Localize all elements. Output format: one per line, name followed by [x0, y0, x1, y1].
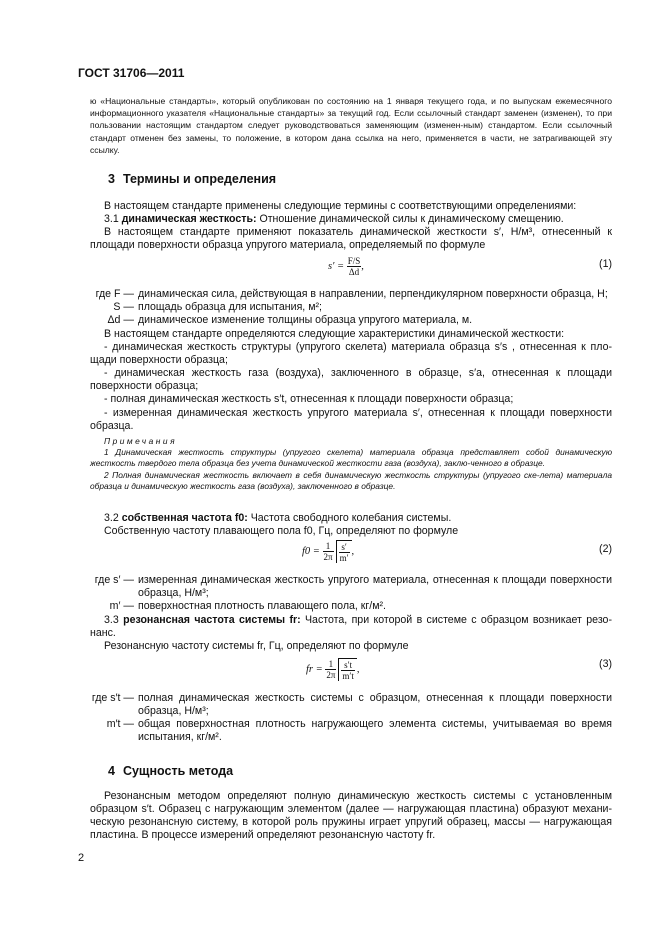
term-3-3-definition: Частота, при которой в системе с образцом возникает резо-нанс.: [90, 614, 612, 640]
formula-1-tail: ,: [361, 260, 364, 272]
dynamic-stiffness-paragraph: В настоящем стандарте применяют показатель динамической жесткости s′, Н/м³, отнесенный к площади поверхности образца упругого материала, определяемый по формуле: [90, 226, 612, 252]
definition-row: Δd — динамическое изменение толщины образца упругого материала, м.: [107, 314, 473, 327]
term-3-2-definition: Частота свободного колебания системы.: [250, 512, 452, 524]
note-item: 2 Полная динамическая жесткость включает в себя динамическую жесткость структуры (упругого ске-лета) материала образца и динамическую жесткость газа (воздуха), заключенного в образце.: [90, 469, 612, 491]
formula-1-fraction: [347, 256, 362, 277]
formula-1: [328, 256, 364, 277]
term-3-3-block: [90, 614, 612, 653]
method-essence-paragraph: Резонансным методом определяют полную динамическую жесткость системы с установленным образцом s′t. Образец с нагружающим элементом (далее — нагружающая пластина) образуют механи-ческую резонансную систему, в которой роль пружины играет упругий образец, массы — нагружающая пластина. В процессе измерений определяют резонансную частоту fr.: [90, 790, 612, 842]
formula-3-number: (3): [599, 658, 612, 670]
formula-1-lhs: s′ =: [328, 260, 345, 272]
section-3-intro: В настоящем стандарте применены следующие термины с соответствующими определениями:: [104, 200, 577, 212]
notes-title: Примечания: [104, 436, 178, 446]
characteristics-block: [90, 328, 612, 433]
formula-3-lhs: fr =: [306, 663, 323, 675]
section-3-body-top: [90, 200, 612, 252]
term-3-3-number: 3.3: [104, 614, 119, 626]
definition-row: m′t — общая поверхностная плотность нагружающего элемента системы, учитываемая во время испытания, кг/м².: [106, 718, 612, 744]
formula-3-fraction: $\frac{1}{2\pi}$: [326, 659, 336, 680]
formula-1-number: (1): [599, 258, 612, 270]
term-3-1-name: динамическая жесткость:: [121, 213, 257, 226]
section-4-number: 4: [108, 764, 115, 778]
natural-frequency-paragraph: Собственную частоту плавающего пола f0, Гц, определяют по формуле: [104, 525, 459, 538]
intro-paragraph: [90, 95, 612, 156]
section-3-heading: [108, 172, 284, 186]
note-item: 1 Динамическая жесткость структуры (упругого скелета) материала образца представляет собой динамическую жесткость твердого тела образца без учета динамической жесткости газа (воздуха), заклю-ченного в образце.: [90, 447, 612, 469]
bullet-item: - динамическая жесткость газа (воздуха), заключенного в образце, s′a, отнесенная к площади поверхности образца;: [90, 367, 612, 393]
formula-1-numerator: F/S: [347, 256, 361, 266]
formula-3: fr = $\frac{1}{2\pi}$ $\frac{s't}{m't}$ ,: [306, 659, 360, 681]
formula-2-number: (2): [599, 543, 612, 555]
term-3-2-block: [90, 512, 612, 538]
formula-1-denominator: Δd: [348, 267, 360, 277]
term-3-1-definition: Отношение динамической силы к динамическому смещению.: [259, 213, 564, 226]
definition-row: S — площадь образца для испытания, м²;: [113, 301, 322, 314]
formula-3-root: $\frac{s't}{m't}$: [338, 658, 356, 681]
section-3-number: 3: [108, 172, 115, 186]
definition-row: где s′ — измеренная динамическая жесткость упругого материала, отнесенная к площади поверхности образца, Н/м³;: [94, 574, 612, 600]
notes-block: [90, 436, 612, 492]
term-3-3-name: резонансная частота системы fr:: [123, 614, 301, 626]
document-code-header: ГОСТ 31706—2011: [78, 66, 185, 80]
formula-2-definitions: [72, 574, 612, 613]
formula-2-fraction: $\frac{1}{2\pi}$: [323, 541, 333, 562]
intro-text: ю «Национальные стандарты», который опубликован по состоянию на 1 января текущего года, и по выпускам ежемесячного информационного указателя «Национальные стандарты» за текущий год. Если ссылочный стандарт заменен (изменен), то при пользовании настоящим стандартом следует руководствоваться заменяющим (изменен-ным) стандартом. Если ссылочный стандарт отменен без замены, то положение, в котором дана ссылка на него, применяется в части, не затрагивающей эту ссылку.: [90, 96, 612, 155]
bullet-item: - динамическая жесткость структуры (упругого скелета) материала образца s′s , отнесенная к пло-щади поверхности образца;: [90, 341, 612, 367]
term-3-1: [90, 213, 612, 226]
term-3-2: [90, 512, 612, 525]
formula-3-definitions: [72, 692, 612, 744]
term-3-2-number: 3.2: [104, 512, 119, 524]
term-3-1-number: 3.1: [104, 213, 119, 226]
section-4-heading: [108, 764, 241, 778]
definition-row: где F — динамическая сила, действующая в направлении, перпендикулярном поверхности образца, Н;: [95, 288, 608, 300]
bullet-item: - полная динамическая жесткость s′t, отнесенная к площади поверхности образца;: [104, 393, 514, 406]
definition-row: где s′t — полная динамическая жесткость системы с образцом, отнесенная к площади поверхности образца, Н/м³;: [91, 692, 612, 718]
formula-1-definitions: [72, 288, 612, 327]
formula-2: f0 = $\frac{1}{2\pi}$ $\frac{s'}{m'}$ ,: [302, 541, 355, 563]
term-3-2-name: собственная частота f0:: [121, 512, 248, 524]
resonant-frequency-paragraph: Резонансную частоту системы fr, Гц, определяют по формуле: [104, 640, 409, 653]
formula-2-lhs: f0 =: [302, 545, 320, 557]
term-3-3: [90, 614, 612, 640]
definition-row: m′ — поверхностная плотность плавающего пола, кг/м².: [109, 600, 386, 613]
formula-2-root: $\frac{s'}{m'}$: [336, 540, 352, 563]
bullet-item: - измеренная динамическая жесткость упругого материала s′, отнесенная к площади поверхности образца.: [90, 406, 612, 432]
section-3-title: Термины и определения: [122, 172, 277, 186]
section-4-body: [90, 790, 612, 842]
page-number: 2: [78, 852, 85, 864]
characteristics-intro: В настоящем стандарте определяются следующие характеристики динамической жесткости:: [104, 328, 565, 340]
section-4-title: Сущность метода: [122, 764, 234, 778]
